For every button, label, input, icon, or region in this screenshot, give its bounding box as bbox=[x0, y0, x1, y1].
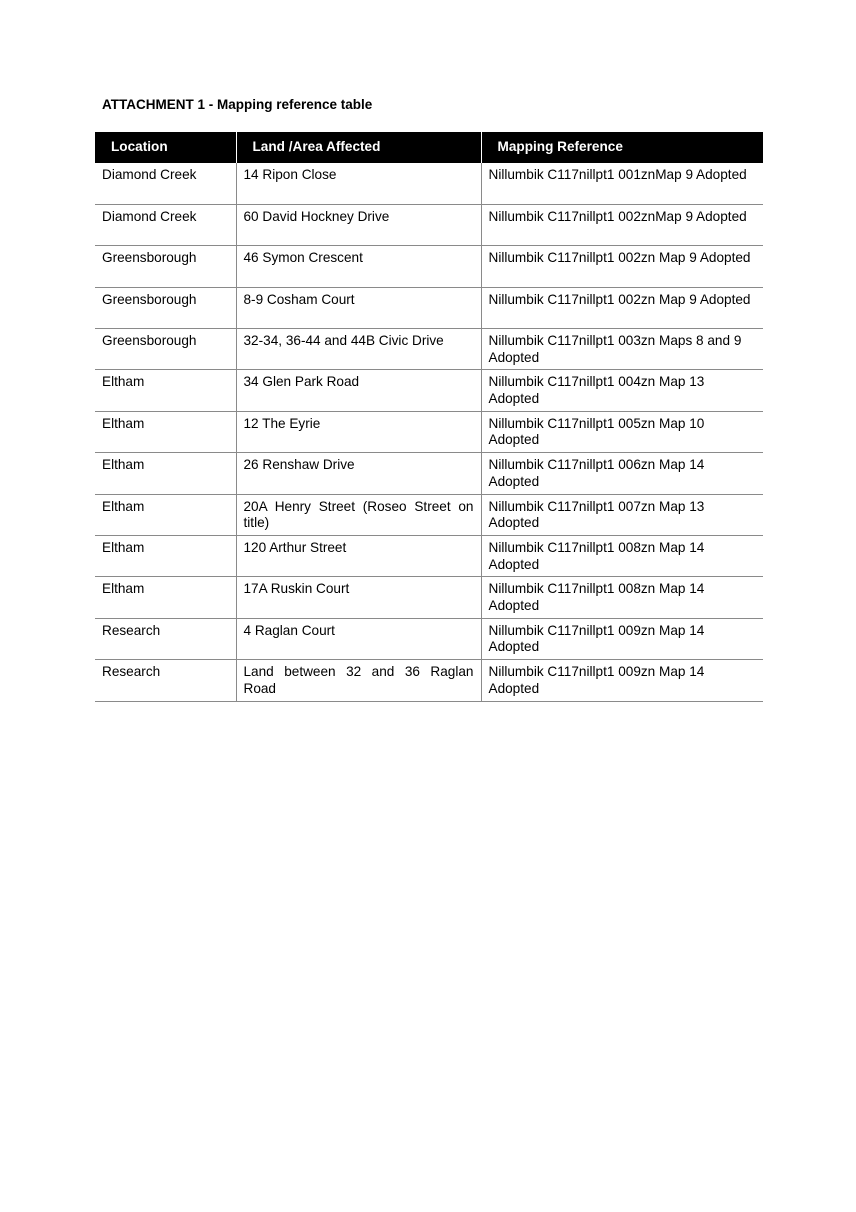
cell-mapping-reference: Nillumbik C117nillpt1 002zn Map 9 Adopted bbox=[481, 246, 763, 287]
table-row bbox=[95, 329, 763, 370]
cell-location: Eltham bbox=[95, 411, 236, 452]
cell-location: Greensborough bbox=[95, 287, 236, 328]
cell-location: Eltham bbox=[95, 577, 236, 618]
table-row bbox=[95, 660, 763, 701]
table-row bbox=[95, 163, 763, 204]
cell-location: Research bbox=[95, 660, 236, 701]
cell-land-area: Land between 32 and 36 Raglan Road bbox=[236, 660, 481, 701]
cell-location: Research bbox=[95, 618, 236, 659]
table-row bbox=[95, 494, 763, 535]
cell-land-area: 34 Glen Park Road bbox=[236, 370, 481, 411]
cell-land-area: 20A Henry Street (Roseo Street on title) bbox=[236, 494, 481, 535]
table-header bbox=[95, 132, 763, 163]
table-header-row bbox=[95, 132, 763, 163]
cell-land-area: 26 Renshaw Drive bbox=[236, 453, 481, 494]
table-row bbox=[95, 411, 763, 452]
cell-mapping-reference: Nillumbik C117nillpt1 008zn Map 14 Adopted bbox=[481, 536, 763, 577]
cell-mapping-reference: Nillumbik C117nillpt1 001znMap 9 Adopted bbox=[481, 163, 763, 204]
cell-location: Eltham bbox=[95, 453, 236, 494]
cell-mapping-reference: Nillumbik C117nillpt1 006zn Map 14 Adopted bbox=[481, 453, 763, 494]
cell-mapping-reference: Nillumbik C117nillpt1 002znMap 9 Adopted bbox=[481, 204, 763, 245]
cell-location: Eltham bbox=[95, 494, 236, 535]
cell-mapping-reference: Nillumbik C117nillpt1 009zn Map 14 Adopted bbox=[481, 618, 763, 659]
cell-land-area: 17A Ruskin Court bbox=[236, 577, 481, 618]
mapping-reference-table bbox=[95, 132, 763, 702]
table-row bbox=[95, 577, 763, 618]
table-body bbox=[95, 163, 763, 701]
cell-mapping-reference: Nillumbik C117nillpt1 007zn Map 13 Adopted bbox=[481, 494, 763, 535]
cell-land-area: 46 Symon Crescent bbox=[236, 246, 481, 287]
table-row bbox=[95, 453, 763, 494]
cell-land-area: 32-34, 36-44 and 44B Civic Drive bbox=[236, 329, 481, 370]
cell-land-area: 4 Raglan Court bbox=[236, 618, 481, 659]
cell-mapping-reference: Nillumbik C117nillpt1 008zn Map 14 Adopted bbox=[481, 577, 763, 618]
cell-mapping-reference: Nillumbik C117nillpt1 005zn Map 10 Adopted bbox=[481, 411, 763, 452]
column-header-land-area-affected: Land /Area Affected bbox=[236, 132, 481, 163]
column-header-location: Location bbox=[95, 132, 236, 163]
cell-land-area: 14 Ripon Close bbox=[236, 163, 481, 204]
table-row bbox=[95, 287, 763, 328]
column-header-mapping-reference: Mapping Reference bbox=[481, 132, 763, 163]
cell-location: Eltham bbox=[95, 536, 236, 577]
table-row bbox=[95, 246, 763, 287]
cell-land-area: 120 Arthur Street bbox=[236, 536, 481, 577]
table-row bbox=[95, 370, 763, 411]
table-row bbox=[95, 204, 763, 245]
cell-mapping-reference: Nillumbik C117nillpt1 002zn Map 9 Adopted bbox=[481, 287, 763, 328]
cell-mapping-reference: Nillumbik C117nillpt1 009zn Map 14 Adopted bbox=[481, 660, 763, 701]
table-row bbox=[95, 536, 763, 577]
cell-mapping-reference: Nillumbik C117nillpt1 003zn Maps 8 and 9 Adopted bbox=[481, 329, 763, 370]
cell-location: Greensborough bbox=[95, 246, 236, 287]
cell-mapping-reference: Nillumbik C117nillpt1 004zn Map 13 Adopted bbox=[481, 370, 763, 411]
cell-location: Diamond Creek bbox=[95, 204, 236, 245]
document-title: ATTACHMENT 1 - Mapping reference table bbox=[102, 97, 373, 112]
cell-land-area: 12 The Eyrie bbox=[236, 411, 481, 452]
cell-location: Diamond Creek bbox=[95, 163, 236, 204]
cell-location: Eltham bbox=[95, 370, 236, 411]
table-row bbox=[95, 618, 763, 659]
cell-land-area: 60 David Hockney Drive bbox=[236, 204, 481, 245]
cell-land-area: 8-9 Cosham Court bbox=[236, 287, 481, 328]
cell-location: Greensborough bbox=[95, 329, 236, 370]
